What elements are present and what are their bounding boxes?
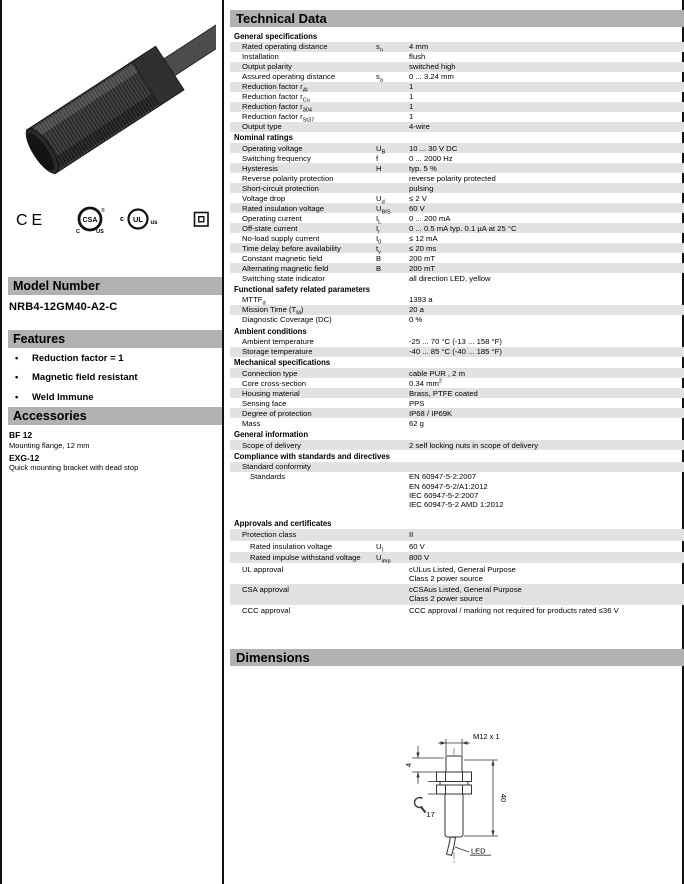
spec-row bbox=[230, 233, 684, 246]
spec-value: -40 ... 85 °C (-40 ... 185 °F) bbox=[409, 347, 502, 357]
spec-label: Connection type bbox=[242, 368, 298, 378]
spec-row bbox=[230, 102, 684, 112]
thread-label: M12 x 1 bbox=[473, 732, 500, 741]
spec-symbol: $I_r$ bbox=[376, 223, 381, 236]
insulation-class-ii-icon bbox=[195, 213, 209, 227]
spec-value: cable PUR , 2 m bbox=[409, 368, 465, 378]
spec-label: Reverse polarity protection bbox=[242, 173, 334, 183]
spec-symbol: $U_{imp}$ bbox=[376, 553, 391, 565]
spec-label: Rated insulation voltage bbox=[250, 541, 333, 551]
spec-value: Brass, PTFE coated bbox=[409, 388, 478, 398]
spec-label: Rated impulse withstand voltage bbox=[250, 553, 361, 563]
column-divider bbox=[222, 0, 224, 884]
spec-value: 0 ... 200 mA bbox=[409, 213, 451, 223]
spec-row bbox=[230, 529, 684, 540]
thread-stub bbox=[446, 756, 462, 772]
spec-row bbox=[230, 183, 684, 193]
accessory-name: EXG-12 bbox=[9, 452, 40, 463]
spec-label: UL approval bbox=[242, 564, 284, 574]
spec-label: Operating current bbox=[242, 213, 302, 223]
spec-value: 800 V bbox=[409, 553, 430, 563]
spec-symbol: $t_v$ bbox=[376, 243, 381, 256]
spec-value: flush bbox=[409, 52, 426, 62]
spec-label: No-load supply current bbox=[242, 233, 320, 243]
hex-nut-1 bbox=[437, 772, 472, 782]
led-label: LED bbox=[471, 846, 486, 856]
dimension-drawing bbox=[398, 722, 516, 876]
spec-label: Constant magnetic field bbox=[242, 253, 323, 263]
feature-item bbox=[8, 388, 218, 407]
spec-label: Switching state indicator bbox=[242, 273, 325, 283]
spec-value: 1 bbox=[409, 112, 414, 122]
spec-value: II bbox=[409, 530, 414, 540]
features-list bbox=[8, 349, 218, 407]
spec-value: 0 ... 2000 Hz bbox=[409, 153, 453, 163]
spec-section-title: General specifications bbox=[234, 31, 318, 41]
spec-label: Protection class bbox=[242, 530, 297, 540]
spec-label: Sensing face bbox=[242, 398, 287, 408]
spec-value: 1393 a bbox=[409, 295, 433, 305]
spec-row bbox=[230, 92, 684, 102]
csa-logo bbox=[76, 207, 105, 235]
spec-label: Housing material bbox=[242, 388, 300, 398]
model-number-header bbox=[8, 277, 222, 295]
accessory-name: BF 12 bbox=[9, 430, 33, 440]
svg-text:us: us bbox=[150, 220, 158, 226]
bullet-icon: • bbox=[15, 391, 19, 403]
technical-table bbox=[230, 30, 684, 640]
spec-value: reverse polarity protected bbox=[409, 173, 496, 183]
bullet-icon: • bbox=[15, 353, 19, 364]
spec-row bbox=[230, 173, 684, 183]
spec-value: 60 V bbox=[409, 541, 425, 551]
spec-row bbox=[230, 213, 684, 226]
spec-section bbox=[230, 450, 684, 509]
length-label: 40 bbox=[499, 793, 508, 803]
spec-row bbox=[230, 163, 684, 173]
spec-row bbox=[230, 563, 684, 584]
spec-value: 1 bbox=[409, 82, 414, 92]
spec-row bbox=[230, 605, 684, 616]
spec-value: 10 ... 30 V DC bbox=[409, 143, 458, 153]
led-leader-line bbox=[455, 847, 469, 852]
spec-label: Rated insulation voltage bbox=[242, 203, 325, 213]
spec-row bbox=[230, 203, 684, 216]
svg-text:CSA: CSA bbox=[82, 217, 98, 224]
spec-row bbox=[230, 305, 684, 315]
spec-label: Output polarity bbox=[242, 62, 292, 72]
spec-row bbox=[230, 253, 684, 263]
accessory-description: Mounting flange, 12 mm bbox=[9, 440, 90, 450]
spec-value: 200 mT bbox=[409, 253, 436, 263]
spec-value: 62 g bbox=[409, 418, 424, 428]
product-photo bbox=[6, 4, 216, 190]
spec-value: ≤ 2 V bbox=[409, 193, 427, 203]
spec-value: 4-wire bbox=[409, 122, 430, 132]
accessory-description: Quick mounting bracket with dead stop bbox=[9, 463, 139, 472]
sensor-barrel bbox=[445, 794, 463, 837]
spec-label: Switching frequency bbox=[242, 153, 311, 163]
flange-label: 4 bbox=[404, 762, 413, 768]
spec-section bbox=[230, 428, 684, 450]
feature-item bbox=[8, 368, 218, 387]
spec-section-title: General information bbox=[234, 429, 309, 439]
spec-row bbox=[230, 388, 684, 398]
spec-row bbox=[230, 223, 684, 236]
spec-label: Ambient temperature bbox=[242, 337, 314, 347]
spec-value: 200 mT bbox=[409, 263, 436, 273]
spec-value: all direction LED, yellow bbox=[409, 273, 491, 283]
bullet-icon: • bbox=[15, 372, 19, 384]
spec-label: Voltage drop bbox=[242, 193, 286, 203]
ce-logo bbox=[16, 212, 46, 229]
spec-symbol: $U_B$ bbox=[376, 143, 386, 156]
spec-row bbox=[230, 72, 684, 82]
spec-value: cCSAus Listed, General Purpose Class 2 power source bbox=[409, 585, 522, 604]
spec-row bbox=[230, 347, 684, 357]
hex-nut-2 bbox=[437, 785, 472, 794]
spec-label: Reduction factor $r_{St37}$ bbox=[242, 112, 315, 124]
spec-row bbox=[230, 263, 684, 273]
spec-value: 1 bbox=[409, 92, 414, 102]
spec-label: Diagnostic Coverage (DC) bbox=[242, 315, 332, 325]
spec-symbol: $U_i$ bbox=[376, 541, 383, 554]
spec-symbol: $I_0$ bbox=[376, 233, 382, 246]
spec-label: Short-circuit protection bbox=[242, 183, 319, 193]
spec-label: Standard conformity bbox=[242, 462, 311, 472]
spec-row bbox=[230, 408, 684, 418]
spec-row bbox=[230, 472, 684, 510]
spec-label: Operating voltage bbox=[242, 143, 303, 153]
svg-text:US: US bbox=[96, 229, 104, 235]
dimensions-header-label: Dimensions bbox=[236, 650, 310, 665]
feature-item bbox=[8, 349, 218, 368]
wrench-size-label: 17 bbox=[426, 810, 435, 819]
spec-label: Off-state current bbox=[242, 223, 298, 233]
spec-section-title: Functional safety related parameters bbox=[234, 284, 371, 294]
spec-symbol: B bbox=[376, 253, 382, 263]
spec-symbol: f bbox=[376, 153, 379, 163]
spec-value: 60 V bbox=[409, 203, 425, 213]
spec-row bbox=[230, 552, 684, 563]
spec-label: Hysteresis bbox=[242, 163, 278, 173]
wrench-icon bbox=[415, 798, 426, 813]
spec-row bbox=[230, 42, 684, 52]
spec-value: EN 60947-5-2:2007 EN 60947-5-2/A1:2012 IEC 60947-5-2:2007 IEC 60947-5-2 AMD 1:2012 bbox=[409, 472, 504, 509]
svg-text:CE: CE bbox=[16, 212, 47, 229]
spec-value: 2 self locking nuts in scope of delivery bbox=[409, 440, 539, 450]
spec-row bbox=[230, 112, 684, 122]
spec-section bbox=[230, 357, 684, 429]
spec-label: Degree of protection bbox=[242, 408, 312, 418]
spec-section bbox=[230, 30, 684, 132]
features-header-label: Features bbox=[13, 332, 66, 346]
spec-value: cULus Listed, General Purpose Class 2 power source bbox=[409, 564, 516, 583]
spec-row bbox=[230, 193, 684, 206]
spec-label: Scope of delivery bbox=[242, 440, 301, 450]
spec-row bbox=[230, 541, 684, 552]
svg-text:c: c bbox=[120, 216, 124, 223]
spec-section bbox=[230, 518, 684, 617]
spec-label: Installation bbox=[242, 52, 279, 62]
accessories-header-label: Accessories bbox=[13, 409, 87, 423]
spec-row bbox=[230, 462, 684, 472]
spec-label: Rated operating distance bbox=[242, 42, 328, 52]
spec-label: $MTTF_d$ bbox=[242, 295, 266, 307]
spec-symbol: H bbox=[376, 163, 382, 173]
spec-section bbox=[230, 325, 684, 357]
spec-value: 1 bbox=[409, 102, 414, 112]
spec-row bbox=[230, 378, 684, 388]
spec-label: Standards bbox=[250, 472, 286, 482]
spec-label: Output type bbox=[242, 122, 282, 132]
spec-value: typ. 5 % bbox=[409, 163, 437, 173]
washer bbox=[440, 782, 468, 786]
spec-symbol: $s_a$ bbox=[376, 72, 383, 84]
features-header bbox=[8, 330, 222, 348]
spec-symbol: $s_n$ bbox=[376, 42, 383, 54]
ul-logo bbox=[120, 210, 158, 229]
spec-value: ≤ 12 mA bbox=[409, 233, 438, 243]
dimensions-header bbox=[230, 649, 684, 666]
spec-section-title: Nominal ratings bbox=[234, 133, 293, 143]
spec-label: Time delay before availability bbox=[242, 243, 341, 253]
svg-text:C: C bbox=[76, 229, 80, 235]
spec-section bbox=[230, 132, 684, 284]
spec-label: Alternating magnetic field bbox=[242, 263, 329, 273]
spec-row bbox=[230, 337, 684, 347]
spec-row bbox=[230, 315, 684, 325]
spec-row bbox=[230, 273, 684, 283]
spec-value: 4 mm bbox=[409, 42, 429, 52]
spec-label: CSA approval bbox=[242, 585, 290, 595]
spec-label: Storage temperature bbox=[242, 347, 313, 357]
model-number: NRB4-12GM40-A2-C bbox=[9, 301, 118, 313]
feature-text: Weld Immune bbox=[32, 391, 94, 403]
spec-row bbox=[230, 143, 684, 156]
spec-symbol: $U_d$ bbox=[376, 193, 385, 206]
spec-label: Core cross-section bbox=[242, 378, 307, 388]
spec-row bbox=[230, 398, 684, 408]
spec-label: Mission Time $(T_M)$ bbox=[242, 305, 304, 317]
left-column bbox=[0, 0, 222, 884]
spec-label: Reduction factor $r_{304}$ bbox=[242, 102, 313, 114]
technical-data-header bbox=[230, 10, 684, 27]
spec-row bbox=[230, 368, 684, 378]
spec-row bbox=[230, 52, 684, 62]
svg-text:®: ® bbox=[101, 208, 105, 214]
spec-value: 0 ... 3.24 mm bbox=[409, 72, 454, 82]
technical-data-header-label: Technical Data bbox=[236, 11, 327, 26]
sensor-body-group bbox=[21, 4, 216, 178]
spec-row bbox=[230, 584, 684, 605]
spec-label: Reduction factor $r_{Al}$ bbox=[242, 82, 308, 94]
spec-symbol: B bbox=[376, 263, 382, 273]
svg-text:UL: UL bbox=[133, 214, 143, 224]
spec-value: switched high bbox=[409, 62, 456, 72]
spec-label: Assured operating distance bbox=[242, 72, 336, 82]
spec-value: ≤ 20 ms bbox=[409, 243, 437, 253]
right-column bbox=[230, 0, 684, 876]
certification-logos bbox=[10, 204, 214, 238]
spec-row bbox=[230, 82, 684, 92]
model-number-header-label: Model Number bbox=[13, 279, 100, 293]
spec-section-title: Approvals and certificates bbox=[234, 519, 332, 529]
spec-value: 20 a bbox=[409, 305, 424, 315]
spec-section bbox=[230, 283, 684, 325]
feature-text: Reduction factor = 1 bbox=[32, 353, 124, 364]
spec-value: CCC approval / marking not required for products rated ≤36 V bbox=[409, 605, 619, 615]
spec-row bbox=[230, 243, 684, 256]
spec-row bbox=[230, 418, 684, 428]
length-dimension bbox=[464, 760, 498, 836]
spec-label: Reduction factor $r_{Cu}$ bbox=[242, 92, 310, 104]
spec-row bbox=[230, 62, 684, 72]
accessories-list bbox=[9, 428, 219, 473]
spec-value: 0 ... 0.5 mA typ. 0.1 µA at 25 °C bbox=[409, 223, 517, 233]
accessory-item bbox=[9, 430, 219, 451]
accessory-item bbox=[9, 453, 219, 474]
spec-value: -25 ... 70 °C (-13 ... 158 °F) bbox=[409, 337, 502, 347]
feature-text: Magnetic field resistant bbox=[32, 372, 138, 384]
spec-value: PPS bbox=[409, 398, 425, 408]
spec-row bbox=[230, 153, 684, 163]
spec-row bbox=[230, 440, 684, 450]
spec-symbol: $I_L$ bbox=[376, 213, 382, 226]
spec-value: IP68 / IP69K bbox=[409, 408, 453, 418]
spec-value: 0 % bbox=[409, 315, 423, 325]
spec-section-title: Ambient conditions bbox=[234, 326, 307, 336]
accessories-header bbox=[8, 407, 222, 425]
spec-label: CCC approval bbox=[242, 605, 291, 615]
spec-symbol: $U_{BIS}$ bbox=[376, 203, 391, 216]
spec-section-title: Mechanical specifications bbox=[234, 358, 331, 368]
spec-section-title: Compliance with standards and directives bbox=[234, 451, 390, 461]
spec-row bbox=[230, 122, 684, 132]
spec-row bbox=[230, 295, 684, 305]
spec-value: 0.34 $mm^2$ bbox=[409, 378, 443, 388]
spec-label: Mass bbox=[242, 418, 261, 428]
spec-value: pulsing bbox=[409, 183, 434, 193]
